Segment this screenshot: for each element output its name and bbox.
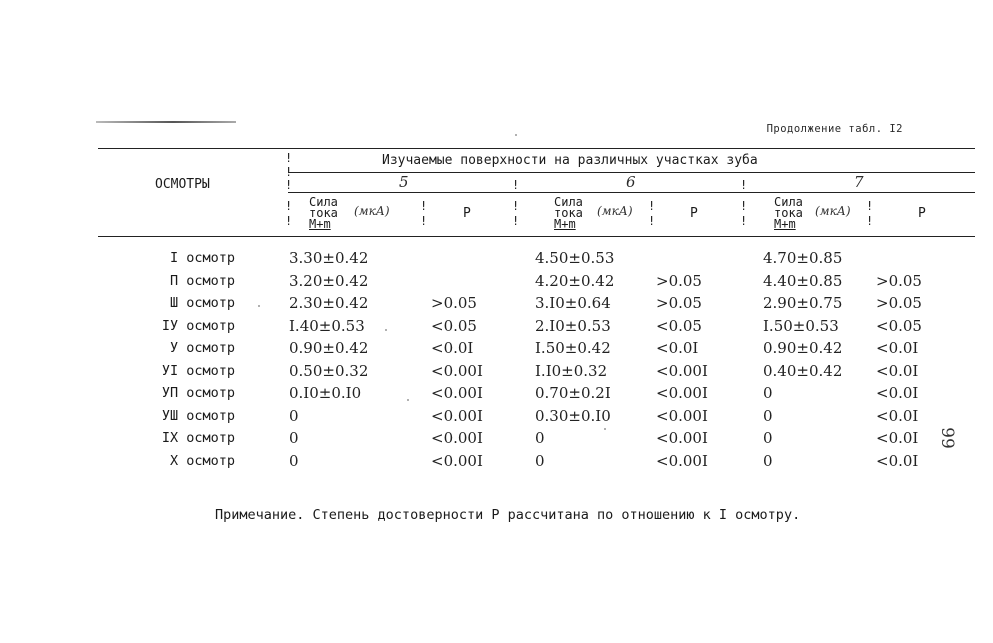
row-label: IУ осмотр bbox=[161, 317, 235, 334]
p-value-cell: <0.00I bbox=[431, 451, 483, 470]
current-value-cell: 2.30±0.42 bbox=[289, 294, 369, 312]
current-strength-header: Сила тока М+m bbox=[554, 195, 583, 231]
current-value-cell: I.50±0.42 bbox=[535, 339, 611, 357]
p-header: Р bbox=[918, 206, 926, 221]
separator-mark: ! bbox=[420, 214, 428, 228]
page-number: 99 bbox=[936, 427, 957, 449]
p-value-cell: <0.0I bbox=[876, 451, 919, 470]
p-value-cell: <0.00I bbox=[656, 384, 708, 402]
p-value-cell: <0.00I bbox=[656, 429, 708, 447]
separator-mark: ! bbox=[512, 199, 520, 213]
row-label: П осмотр bbox=[169, 272, 235, 289]
current-value-cell: I.I0±0.32 bbox=[535, 361, 608, 380]
p-value-cell: <0.0I bbox=[876, 429, 919, 447]
separator-mark: ! bbox=[285, 151, 293, 165]
p-value-cell: <0.00I bbox=[431, 429, 483, 447]
row-label: IX осмотр bbox=[161, 430, 235, 446]
scan-speck bbox=[515, 134, 517, 136]
current-value-cell: 0.40±0.42 bbox=[763, 361, 843, 380]
p-value-cell: <0.0I bbox=[431, 339, 474, 357]
current-value-cell: 2.I0±0.53 bbox=[535, 316, 611, 335]
section-number-rule bbox=[288, 192, 975, 193]
current-strength-header: Сила тока М+m bbox=[309, 195, 338, 231]
current-value-cell: 3.20±0.42 bbox=[289, 271, 369, 290]
current-value-cell: 4.50±0.53 bbox=[535, 249, 615, 267]
row-label: УП осмотр bbox=[161, 385, 235, 401]
p-value-cell: <0.00I bbox=[656, 451, 708, 470]
current-value-cell: 3.30±0.42 bbox=[289, 249, 369, 267]
current-value-cell: 0.30±0.I0 bbox=[535, 406, 611, 425]
section-number-5: 5 bbox=[399, 173, 409, 191]
separator-mark: ! bbox=[285, 165, 293, 179]
p-value-cell: <0.0I bbox=[876, 406, 919, 425]
scan-speck bbox=[385, 329, 387, 331]
p-value-cell: <0.0I bbox=[876, 384, 919, 402]
current-value-cell: 0.50±0.32 bbox=[289, 361, 369, 380]
group-header: Изучаемые поверхности на различных участках зуба bbox=[382, 153, 758, 168]
p-value-cell: <0.05 bbox=[431, 316, 477, 335]
separator-mark: ! bbox=[285, 199, 293, 213]
table-note: Примечание. Степень достоверности Р рассчитана по отношению к I осмотру. bbox=[215, 507, 801, 523]
p-value-cell: <0.0I bbox=[876, 361, 919, 380]
unit-label: (мкА) bbox=[354, 204, 390, 218]
row-label: Ш осмотр bbox=[169, 295, 235, 311]
separator-mark: ! bbox=[740, 178, 748, 192]
p-value-cell: <0.00I bbox=[656, 406, 708, 425]
p-value-cell: <0.00I bbox=[431, 384, 483, 402]
p-value-cell: >0.05 bbox=[656, 294, 702, 312]
p-value-cell: <0.05 bbox=[656, 316, 702, 335]
p-value-cell: >0.05 bbox=[656, 271, 702, 290]
separator-mark: ! bbox=[420, 199, 428, 213]
current-value-cell: 4.20±0.42 bbox=[535, 271, 615, 290]
separator-mark: ! bbox=[740, 199, 748, 213]
row-header: ОСМОТРЫ bbox=[155, 177, 210, 192]
header-bottom-rule bbox=[98, 236, 975, 237]
p-header: Р bbox=[690, 206, 698, 221]
separator-mark: ! bbox=[740, 214, 748, 228]
current-value-cell: 0.90±0.42 bbox=[763, 339, 843, 357]
p-value-cell: >0.05 bbox=[876, 294, 922, 312]
current-value-cell: 0 bbox=[535, 429, 545, 447]
p-value-cell: <0.05 bbox=[876, 316, 922, 335]
scan-speck bbox=[407, 399, 409, 401]
row-label: I осмотр bbox=[169, 250, 235, 266]
separator-mark: ! bbox=[648, 214, 656, 228]
separator-mark: ! bbox=[866, 214, 874, 228]
unit-label: (мкА) bbox=[597, 204, 633, 218]
separator-mark: ! bbox=[512, 178, 520, 192]
current-value-cell: 4.70±0.85 bbox=[763, 249, 843, 267]
current-value-cell: 0 bbox=[289, 406, 299, 425]
scan-speck bbox=[258, 305, 260, 307]
p-value-cell: <0.0I bbox=[656, 339, 699, 357]
current-value-cell: 3.I0±0.64 bbox=[535, 294, 611, 312]
current-value-cell: 0 bbox=[289, 451, 299, 470]
p-value-cell: <0.00I bbox=[431, 361, 483, 380]
p-value-cell: <0.00I bbox=[656, 361, 708, 380]
current-value-cell: 0 bbox=[289, 429, 299, 447]
current-value-cell: I.50±0.53 bbox=[763, 316, 839, 335]
separator-mark: ! bbox=[285, 214, 293, 228]
current-value-cell: 0.70±0.2I bbox=[535, 384, 611, 402]
separator-mark: ! bbox=[866, 199, 874, 213]
row-label: УШ осмотр bbox=[161, 407, 235, 424]
current-strength-header: Сила тока М+m bbox=[774, 195, 803, 231]
separator-mark: ! bbox=[648, 199, 656, 213]
separator-mark: ! bbox=[285, 178, 293, 192]
current-value-cell: I.40±0.53 bbox=[289, 316, 365, 335]
section-number-6: 6 bbox=[626, 173, 636, 191]
scan-artifact-line bbox=[96, 121, 236, 123]
p-header: Р bbox=[463, 206, 471, 221]
scan-speck bbox=[604, 428, 606, 430]
current-value-cell: 0.90±0.42 bbox=[289, 339, 369, 357]
current-value-cell: 0 bbox=[763, 384, 773, 402]
unit-label: (мкА) bbox=[815, 204, 851, 218]
table-continuation-label: Продолжение табл. I2 bbox=[766, 123, 903, 135]
current-value-cell: 2.90±0.75 bbox=[763, 294, 843, 312]
current-value-cell: 0 bbox=[763, 406, 773, 425]
current-value-cell: 0 bbox=[763, 451, 773, 470]
current-value-cell: 4.40±0.85 bbox=[763, 271, 843, 290]
current-value-cell: 0.I0±0.I0 bbox=[289, 384, 362, 402]
section-number-7: 7 bbox=[854, 173, 864, 191]
p-value-cell: <0.0I bbox=[876, 339, 919, 357]
table-top-rule bbox=[98, 148, 975, 149]
separator-mark: ! bbox=[512, 214, 520, 228]
row-label: У осмотр bbox=[169, 340, 235, 356]
current-value-cell: 0 bbox=[535, 451, 545, 470]
row-label: X осмотр bbox=[169, 452, 235, 469]
row-label: УI осмотр bbox=[161, 362, 235, 379]
p-value-cell: >0.05 bbox=[431, 294, 477, 312]
current-value-cell: 0 bbox=[763, 429, 773, 447]
p-value-cell: <0.00I bbox=[431, 406, 483, 425]
p-value-cell: >0.05 bbox=[876, 271, 922, 290]
